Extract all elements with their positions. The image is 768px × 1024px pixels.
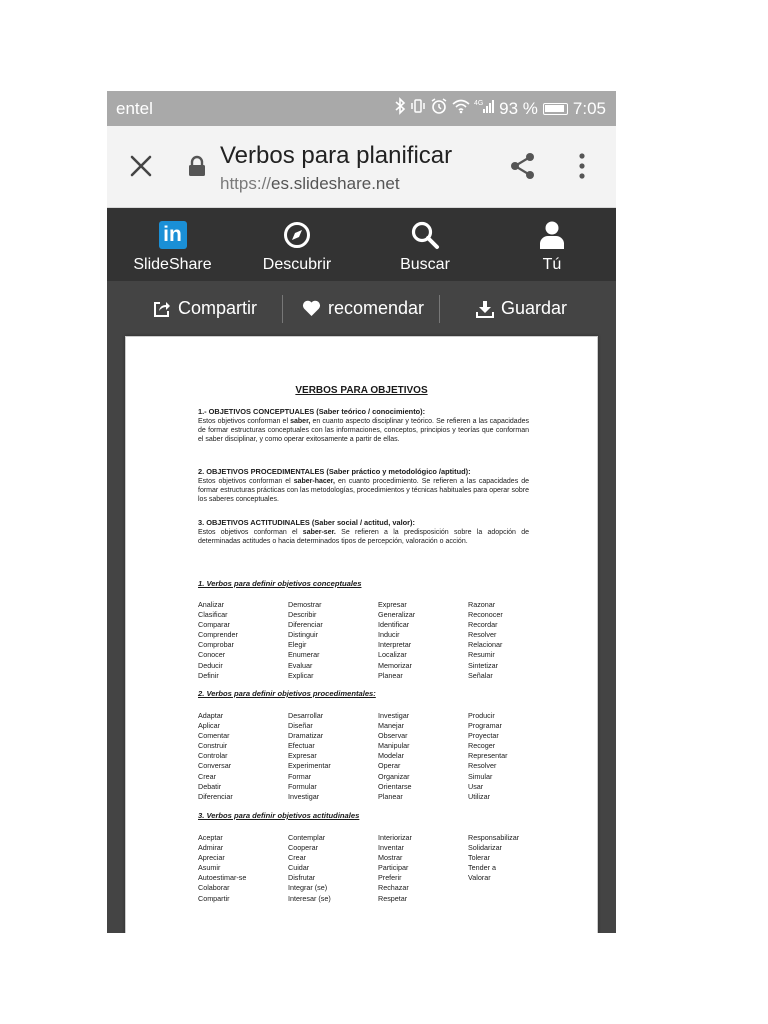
signal-icon <box>474 97 496 121</box>
verb-item: Deducir <box>198 660 223 670</box>
verb-item: Planear <box>378 791 403 801</box>
bluetooth-icon <box>394 97 406 121</box>
section-body <box>198 528 529 547</box>
guardar-label: Guardar <box>501 298 568 318</box>
recomendar-label: recomendar <box>328 298 425 318</box>
verb-item: Sintetizar <box>468 660 498 670</box>
verb-item: Experimentar <box>288 761 331 771</box>
url-host: es.slideshare.net <box>271 174 400 193</box>
verb-item: Investigar <box>288 791 320 801</box>
verb-item: Generalizar <box>378 610 416 620</box>
verb-item: Comprobar <box>198 640 234 650</box>
verb-item: Debatir <box>198 781 222 791</box>
lock-icon <box>187 155 207 177</box>
verb-item: Expresar <box>378 600 407 609</box>
action-divider <box>439 295 440 323</box>
status-indicators <box>394 97 606 121</box>
verb-item: Planear <box>378 670 403 680</box>
linkedin-logo-icon: in <box>159 221 187 249</box>
clock: 7:05 <box>572 99 606 118</box>
share-external-icon <box>153 300 171 318</box>
verb-item: Crear <box>198 771 216 781</box>
verb-item: Evaluar <box>288 660 313 670</box>
nav-item-slideshare[interactable] <box>125 208 220 281</box>
verb-item: Inventar <box>378 843 404 853</box>
battery-icon <box>543 103 568 115</box>
verb-item: Comentar <box>198 731 230 741</box>
verb-item: Resolver <box>468 761 497 771</box>
verb-item: Solidarizar <box>468 843 502 853</box>
verb-item: Compartir <box>198 893 230 903</box>
page-title: Verbos para planificar <box>220 142 453 169</box>
document-title: VERBOS PARA OBJETIVOS <box>295 385 428 396</box>
alarm-icon <box>430 97 448 121</box>
url-scheme: https:// <box>220 174 272 193</box>
verb-item: Colaborar <box>198 883 230 893</box>
nav-label-descubrir: Descubrir <box>262 256 332 273</box>
recomendar-button[interactable] <box>302 281 424 336</box>
compass-icon <box>283 221 311 249</box>
verb-item: Diferenciar <box>198 791 233 801</box>
verb-item: Comprender <box>198 630 238 640</box>
verb-item: Disfrutar <box>288 873 316 883</box>
section-heading: 1.- OBJETIVOS CONCEPTUALES (Saber teórico / conocimiento): <box>198 407 426 416</box>
verb-item: Organizar <box>378 771 410 781</box>
section-text: Se refieren a la predisposición sobre la adopción de determinadas actitudes o hacia determinados tipos de percepción, valoración o acción. <box>198 528 529 546</box>
section-text-bold: saber, <box>290 417 311 425</box>
verb-item: Investigar <box>378 711 410 720</box>
nav-label-buscar: Buscar <box>400 256 450 273</box>
verb-item: Interpretar <box>378 640 412 650</box>
verb-item: Manejar <box>378 721 404 731</box>
verb-item: Explicar <box>288 670 314 680</box>
verb-item: Diferenciar <box>288 620 323 630</box>
user-icon <box>538 220 566 250</box>
verb-item: Elegir <box>288 640 307 650</box>
browser-toolbar <box>107 126 616 208</box>
verb-item: Observar <box>378 731 408 741</box>
verb-item: Tender a <box>468 863 496 873</box>
section-body <box>198 417 529 445</box>
verb-item: Representar <box>468 751 508 761</box>
section-text-bold: saber-hacer, <box>293 477 335 485</box>
verb-item: Respetar <box>378 893 408 903</box>
verb-column <box>468 833 538 904</box>
vibrate-icon <box>409 97 427 121</box>
verb-item: Proyectar <box>468 731 499 741</box>
section-text: en cuanto procedimiento. Se refieren a las capacidades de formar estructuras prácticas con las metodologías, procedimientos y técnicas habituales para operar sobre los saberes conceptuales. <box>198 477 529 504</box>
verb-item: Enumerar <box>288 650 320 660</box>
verb-item: Interesar (se) <box>288 893 331 903</box>
section-text: Estos objetivos conforman el <box>198 477 294 485</box>
verb-item: Preferir <box>378 873 402 883</box>
verb-item: Analizar <box>198 600 224 609</box>
verb-item: Demostrar <box>288 600 322 609</box>
verb-column <box>288 711 378 802</box>
verb-item: Valorar <box>468 873 491 883</box>
verb-item: Diseñar <box>288 721 313 731</box>
verb-item: Programar <box>468 721 502 731</box>
section-text: Estos objetivos conforman el <box>198 528 303 536</box>
verb-item: Usar <box>468 781 484 791</box>
verb-item: Efectuar <box>288 741 315 751</box>
verb-item: Orientarse <box>378 781 412 791</box>
verb-column <box>198 833 288 904</box>
slideshare-nav <box>107 208 616 281</box>
section-actitudinales <box>198 518 529 546</box>
verb-item: Dramatizar <box>288 731 324 741</box>
verb-item: Responsabilizar <box>468 833 520 842</box>
verb-item: Relacionar <box>468 640 503 650</box>
nav-label-slideshare: SlideShare <box>133 256 212 273</box>
verb-item: Contemplar <box>288 833 326 842</box>
verb-item: Crear <box>288 853 306 863</box>
verb-item: Simular <box>468 771 493 781</box>
section-procedimentales <box>198 467 529 505</box>
section-text: en cuanto aspecto disciplinar y teórico. Se refieren a las capacidades de formar estructuras conceptuales con las informaciones, conceptos, principios y teorías que conforman el saber disciplinar, y como operar exitosamente a partir de ellas. <box>198 417 529 444</box>
verb-item: Expresar <box>288 751 317 761</box>
verb-column <box>378 833 468 904</box>
svg-text:4G: 4G <box>474 100 484 107</box>
verb-item: Operar <box>378 761 401 771</box>
verb-item: Recordar <box>468 620 498 630</box>
verb-grid-conceptuales <box>198 600 538 681</box>
verb-item: Construir <box>198 741 228 751</box>
verb-item: Cuidar <box>288 863 310 873</box>
verb-item: Razonar <box>468 600 496 609</box>
section-conceptuales <box>198 407 529 445</box>
verb-list-title-procedimentales: 2. Verbos para definir objetivos procedimentales: <box>198 689 376 698</box>
share-button[interactable] <box>508 151 538 181</box>
verb-item: Cooperar <box>288 843 318 853</box>
nav-label-tu: Tú <box>542 256 562 273</box>
compartir-button[interactable] <box>153 281 257 336</box>
verb-item: Utilizar <box>468 791 490 801</box>
verb-item: Aplicar <box>198 721 220 731</box>
verb-item: Resolver <box>468 630 497 640</box>
verb-item: Manipular <box>378 741 410 751</box>
download-icon <box>476 300 494 318</box>
nav-item-descubrir[interactable] <box>252 208 342 281</box>
verb-item: Resumir <box>468 650 495 660</box>
verb-item: Identificar <box>378 620 410 630</box>
verb-item: Tolerar <box>468 853 490 863</box>
slide-document-page[interactable] <box>125 336 598 933</box>
more-vertical-icon <box>572 151 592 181</box>
verb-item: Controlar <box>198 751 228 761</box>
verb-item: Autoestimar-se <box>198 873 247 883</box>
battery-percent: 93 % <box>499 99 538 118</box>
verb-column <box>288 600 378 681</box>
overflow-menu-button[interactable] <box>572 151 592 181</box>
action-divider <box>282 295 283 323</box>
verb-item: Mostrar <box>378 853 403 863</box>
carrier-name: entel <box>116 99 153 118</box>
verb-item: Integrar (se) <box>288 883 328 893</box>
verb-item: Producir <box>468 711 495 720</box>
verb-item: Recoger <box>468 741 496 751</box>
verb-item: Participar <box>378 863 409 873</box>
verb-list-title-actitudinales: 3. Verbos para definir objetivos actitudinales <box>198 811 360 820</box>
verb-item: Conocer <box>198 650 226 660</box>
verb-item: Clasificar <box>198 610 228 620</box>
section-heading: 3. OBJETIVOS ACTITUDINALES (Saber social / actitud, valor): <box>198 518 415 527</box>
verb-item: Desarrollar <box>288 711 324 720</box>
verb-item: Definir <box>198 670 219 680</box>
phone-screen <box>107 91 616 933</box>
verb-item: Interiorizar <box>378 833 412 842</box>
page-url[interactable] <box>220 174 400 194</box>
verb-item: Describir <box>288 610 317 620</box>
close-icon <box>127 152 155 180</box>
verb-item: Localizar <box>378 650 407 660</box>
verb-list-title-conceptuales: 1. Verbos para definir objetivos conceptuales <box>198 579 362 588</box>
verb-item: Reconocer <box>468 610 503 620</box>
nav-item-buscar[interactable] <box>385 208 465 281</box>
verb-item: Formar <box>288 771 312 781</box>
verb-grid-actitudinales <box>198 833 538 904</box>
section-text: Estos objetivos conforman el <box>198 417 291 425</box>
verb-item: Apreciar <box>198 853 225 863</box>
verb-item: Admirar <box>198 843 224 853</box>
wifi-icon <box>451 97 471 121</box>
verb-column <box>378 600 468 681</box>
verb-item: Memorizar <box>378 660 412 670</box>
heart-icon <box>302 300 321 317</box>
verb-column <box>378 711 468 802</box>
verb-grid-procedimentales <box>198 711 538 802</box>
verb-item: Conversar <box>198 761 232 771</box>
verb-column <box>198 600 288 681</box>
status-bar <box>107 91 616 126</box>
verb-column <box>288 833 378 904</box>
verb-item: Comparar <box>198 620 230 630</box>
compartir-label: Compartir <box>178 298 258 318</box>
verb-item: Señalar <box>468 670 493 680</box>
verb-item: Distinguir <box>288 630 318 640</box>
section-text-bold: saber-ser. <box>302 528 336 536</box>
verb-item: Adaptar <box>198 711 224 720</box>
action-bar <box>107 281 616 336</box>
verb-item: Rechazar <box>378 883 409 893</box>
verb-column <box>468 600 538 681</box>
verb-column <box>198 711 288 802</box>
verb-item: Aceptar <box>198 833 223 842</box>
verb-item: Inducir <box>378 630 400 640</box>
share-icon <box>508 151 538 181</box>
nav-item-tu[interactable] <box>522 208 582 281</box>
guardar-button[interactable] <box>476 281 567 336</box>
search-icon <box>410 220 440 250</box>
section-heading: 2. OBJETIVOS PROCEDIMENTALES (Saber práctico y metodológico /aptitud): <box>198 467 471 476</box>
verb-item: Asumir <box>198 863 221 873</box>
section-body <box>198 477 529 505</box>
verb-item: Formular <box>288 781 317 791</box>
verb-item: Modelar <box>378 751 404 761</box>
verb-column <box>468 711 538 802</box>
close-tab-button[interactable] <box>127 152 155 180</box>
